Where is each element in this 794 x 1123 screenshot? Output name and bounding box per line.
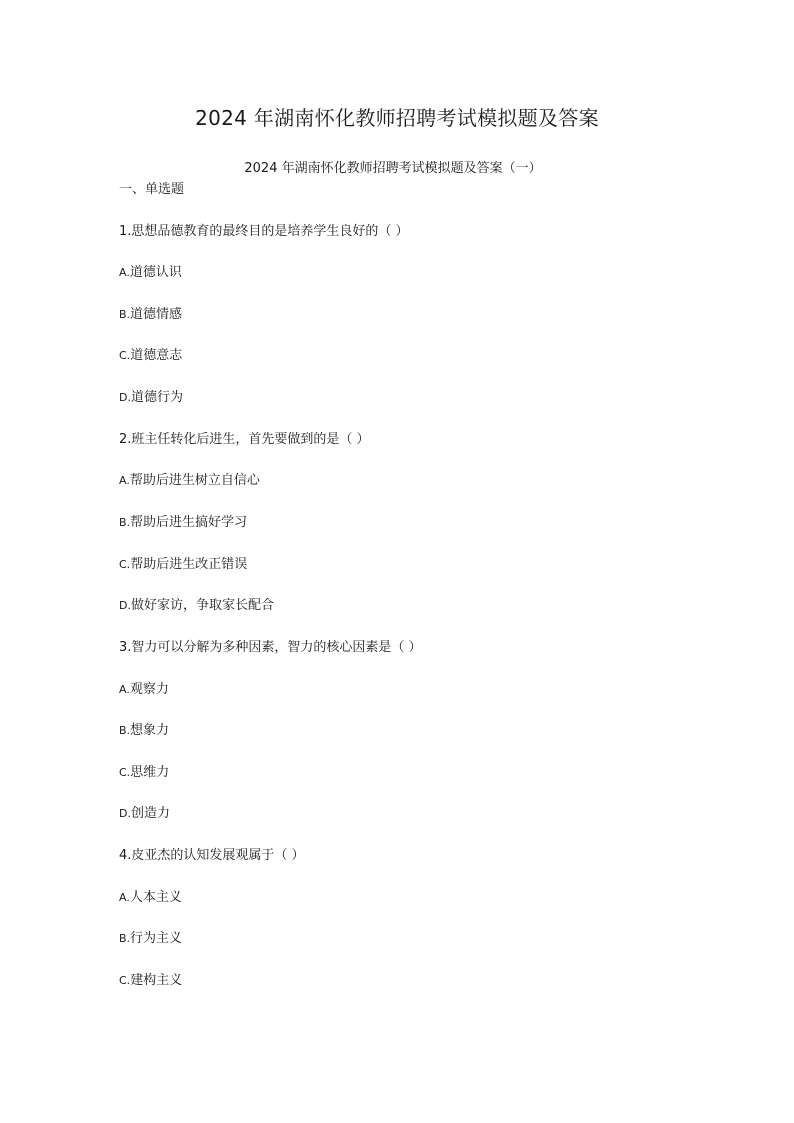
option-label: A. bbox=[119, 683, 130, 696]
option-text: 道德认识 bbox=[129, 265, 182, 280]
question-2-option-b bbox=[119, 513, 247, 533]
question-3-option-d bbox=[119, 804, 170, 824]
option-label: D. bbox=[119, 391, 131, 404]
option-label: A. bbox=[119, 474, 130, 487]
question-1-stem: 1.思想品德教育的最终目的是培养学生良好的（ ） bbox=[119, 224, 409, 239]
section-heading: 一、单选题 bbox=[119, 182, 185, 197]
option-text: 道德意志 bbox=[130, 348, 183, 363]
option-text: 建构主义 bbox=[130, 973, 183, 988]
option-label: B. bbox=[119, 932, 131, 945]
question-4-option-a bbox=[119, 888, 182, 908]
option-label: C. bbox=[119, 974, 131, 987]
option-label: A. bbox=[119, 891, 130, 904]
question-1-option-c bbox=[119, 346, 182, 366]
option-text: 帮助后进生改正错误 bbox=[130, 557, 248, 572]
option-text: 思维力 bbox=[130, 765, 170, 780]
question-4-stem: 4.皮亚杰的认知发展观属于（ ） bbox=[119, 848, 305, 863]
option-label: A. bbox=[119, 266, 130, 279]
question-2-option-a bbox=[119, 471, 260, 491]
document-subtitle: 2024 年湖南怀化教师招聘考试模拟题及答案（一） bbox=[244, 161, 542, 176]
question-4-option-c bbox=[119, 971, 182, 991]
option-label: D. bbox=[119, 807, 131, 820]
document-title: 2024 年湖南怀化教师招聘考试模拟题及答案 bbox=[195, 106, 599, 130]
question-2-option-c bbox=[119, 555, 247, 575]
option-text: 想象力 bbox=[130, 723, 170, 738]
option-label: B. bbox=[119, 724, 131, 737]
option-text: 人本主义 bbox=[129, 890, 182, 905]
option-text: 做好家访，争取家长配合 bbox=[130, 598, 274, 613]
option-text: 道德行为 bbox=[130, 390, 183, 405]
option-text: 创造力 bbox=[130, 806, 170, 821]
question-4-option-b bbox=[119, 929, 182, 949]
option-text: 帮助后进生搞好学习 bbox=[130, 515, 248, 530]
question-3-option-b bbox=[119, 721, 169, 741]
option-label: C. bbox=[119, 558, 131, 571]
option-text: 帮助后进生树立自信心 bbox=[129, 473, 260, 488]
question-2-option-d bbox=[119, 596, 274, 616]
option-text: 行为主义 bbox=[130, 931, 183, 946]
option-label: B. bbox=[119, 516, 131, 529]
option-label: C. bbox=[119, 766, 131, 779]
question-1-option-d bbox=[119, 388, 183, 408]
question-3-stem: 3.智力可以分解为多种因素，智力的核心因素是（ ） bbox=[119, 640, 422, 655]
question-1-option-b bbox=[119, 305, 182, 325]
question-3-option-c bbox=[119, 763, 169, 783]
option-text: 道德情感 bbox=[130, 307, 183, 322]
question-1-option-a bbox=[119, 263, 182, 283]
option-label: C. bbox=[119, 349, 131, 362]
option-text: 观察力 bbox=[129, 682, 169, 697]
question-2-stem: 2.班主任转化后进生，首先要做到的是（ ） bbox=[119, 432, 370, 447]
question-3-option-a bbox=[119, 680, 169, 700]
option-label: B. bbox=[119, 308, 131, 321]
option-label: D. bbox=[119, 599, 131, 612]
